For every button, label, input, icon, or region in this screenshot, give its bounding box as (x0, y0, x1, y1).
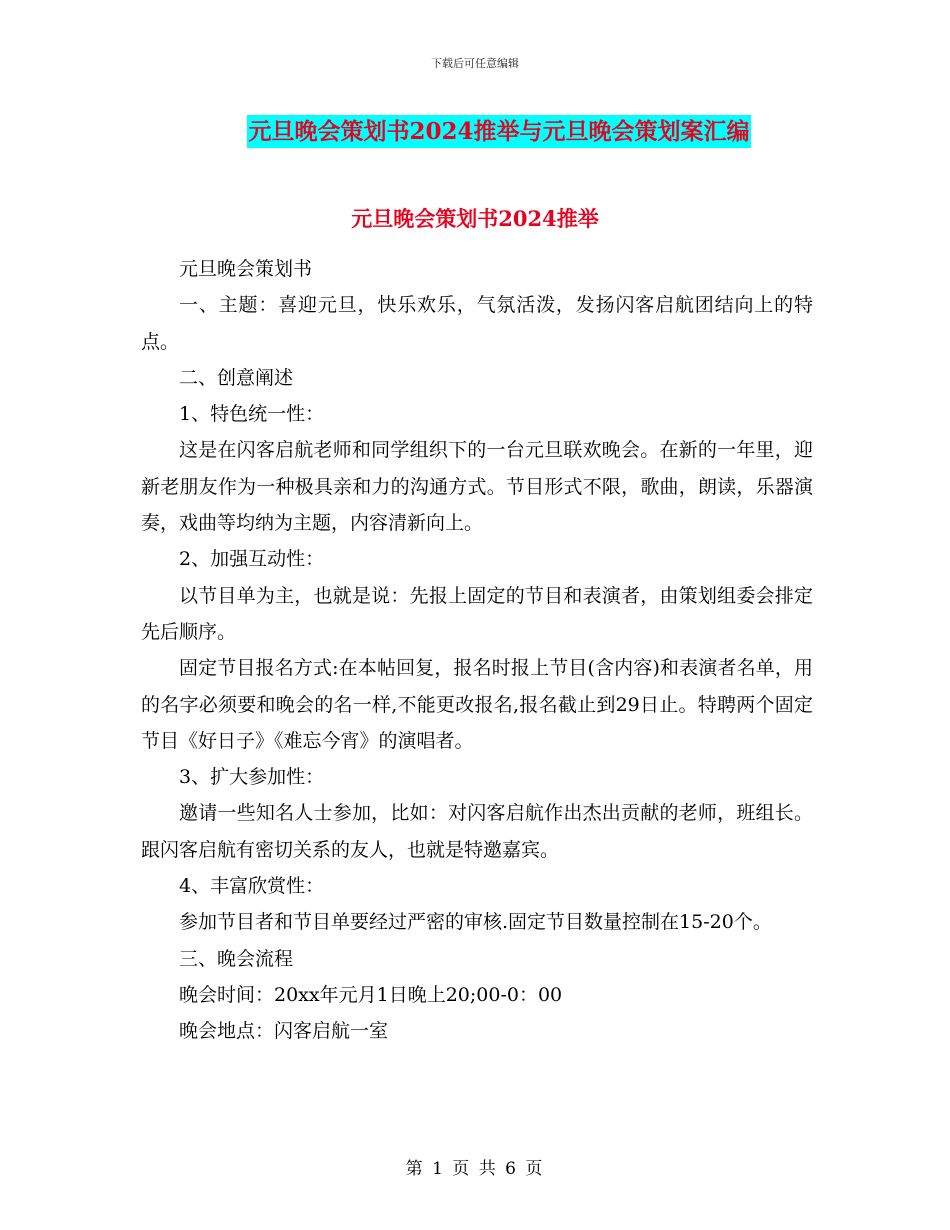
paragraph: 二、创意阐述 (179, 366, 294, 389)
paragraph: 晚会时间：20xx年元月1日晚上20;00-0：00 (179, 983, 563, 1006)
paragraph: 以节目单为主，也就是说：先报上固定的节目和表演者，由策划组委会排定先后顺序。 (141, 584, 813, 643)
section-title: 元旦晚会策划书2024推举 (351, 206, 599, 231)
paragraph: 固定节目报名方式:在本帖回复，报名时报上节目(含内容)和表演者名单，用的名字必须要和晚会的名一样,不能更改报名,报名截止到29日止。特聘两个固定节目《好日子》《难忘今宵》的演唱者。 (141, 657, 813, 752)
document-body (141, 251, 813, 1050)
page-footer: 第 1 页 共 6 页 (405, 1159, 545, 1179)
paragraph: 参加节目者和节目单要经过严密的审核.固定节目数量控制在15-20个。 (179, 911, 772, 934)
paragraph: 这是在闪客启航老师和同学组织下的一台元旦联欢晚会。在新的一年里，迎新老朋友作为一种极具亲和力的沟通方式。节目形式不限，歌曲，朗读，乐器演奏，戏曲等均纳为主题，内容清新向上。 (141, 439, 813, 535)
paragraph: 元旦晚会策划书 (179, 258, 313, 280)
paragraph: 邀请一些知名人士参加，比如：对闪客启航作出杰出贡献的老师，班组长。跟闪客启航有密切关系的友人，也就是特邀嘉宾。 (141, 802, 813, 861)
paragraph: 3、扩大参加性： (179, 766, 325, 789)
paragraph: 1、特色统一性： (179, 403, 325, 426)
paragraph: 三、晚会流程 (179, 947, 294, 970)
paragraph: 2、加强互动性： (179, 548, 325, 571)
document-title (0, 113, 950, 146)
paragraph: 4、丰富欣赏性： (179, 875, 325, 898)
paragraph: 一、主题：喜迎元旦，快乐欢乐，气氛活泼，发扬闪客启航团结向上的特点。 (141, 294, 813, 353)
document-title-text: 元旦晚会策划书2024推举与元旦晚会策划案汇编 (247, 115, 750, 148)
header-note: 下载后可任意编辑 (431, 57, 519, 70)
paragraph: 晚会地点：闪客启航一室 (179, 1020, 389, 1043)
